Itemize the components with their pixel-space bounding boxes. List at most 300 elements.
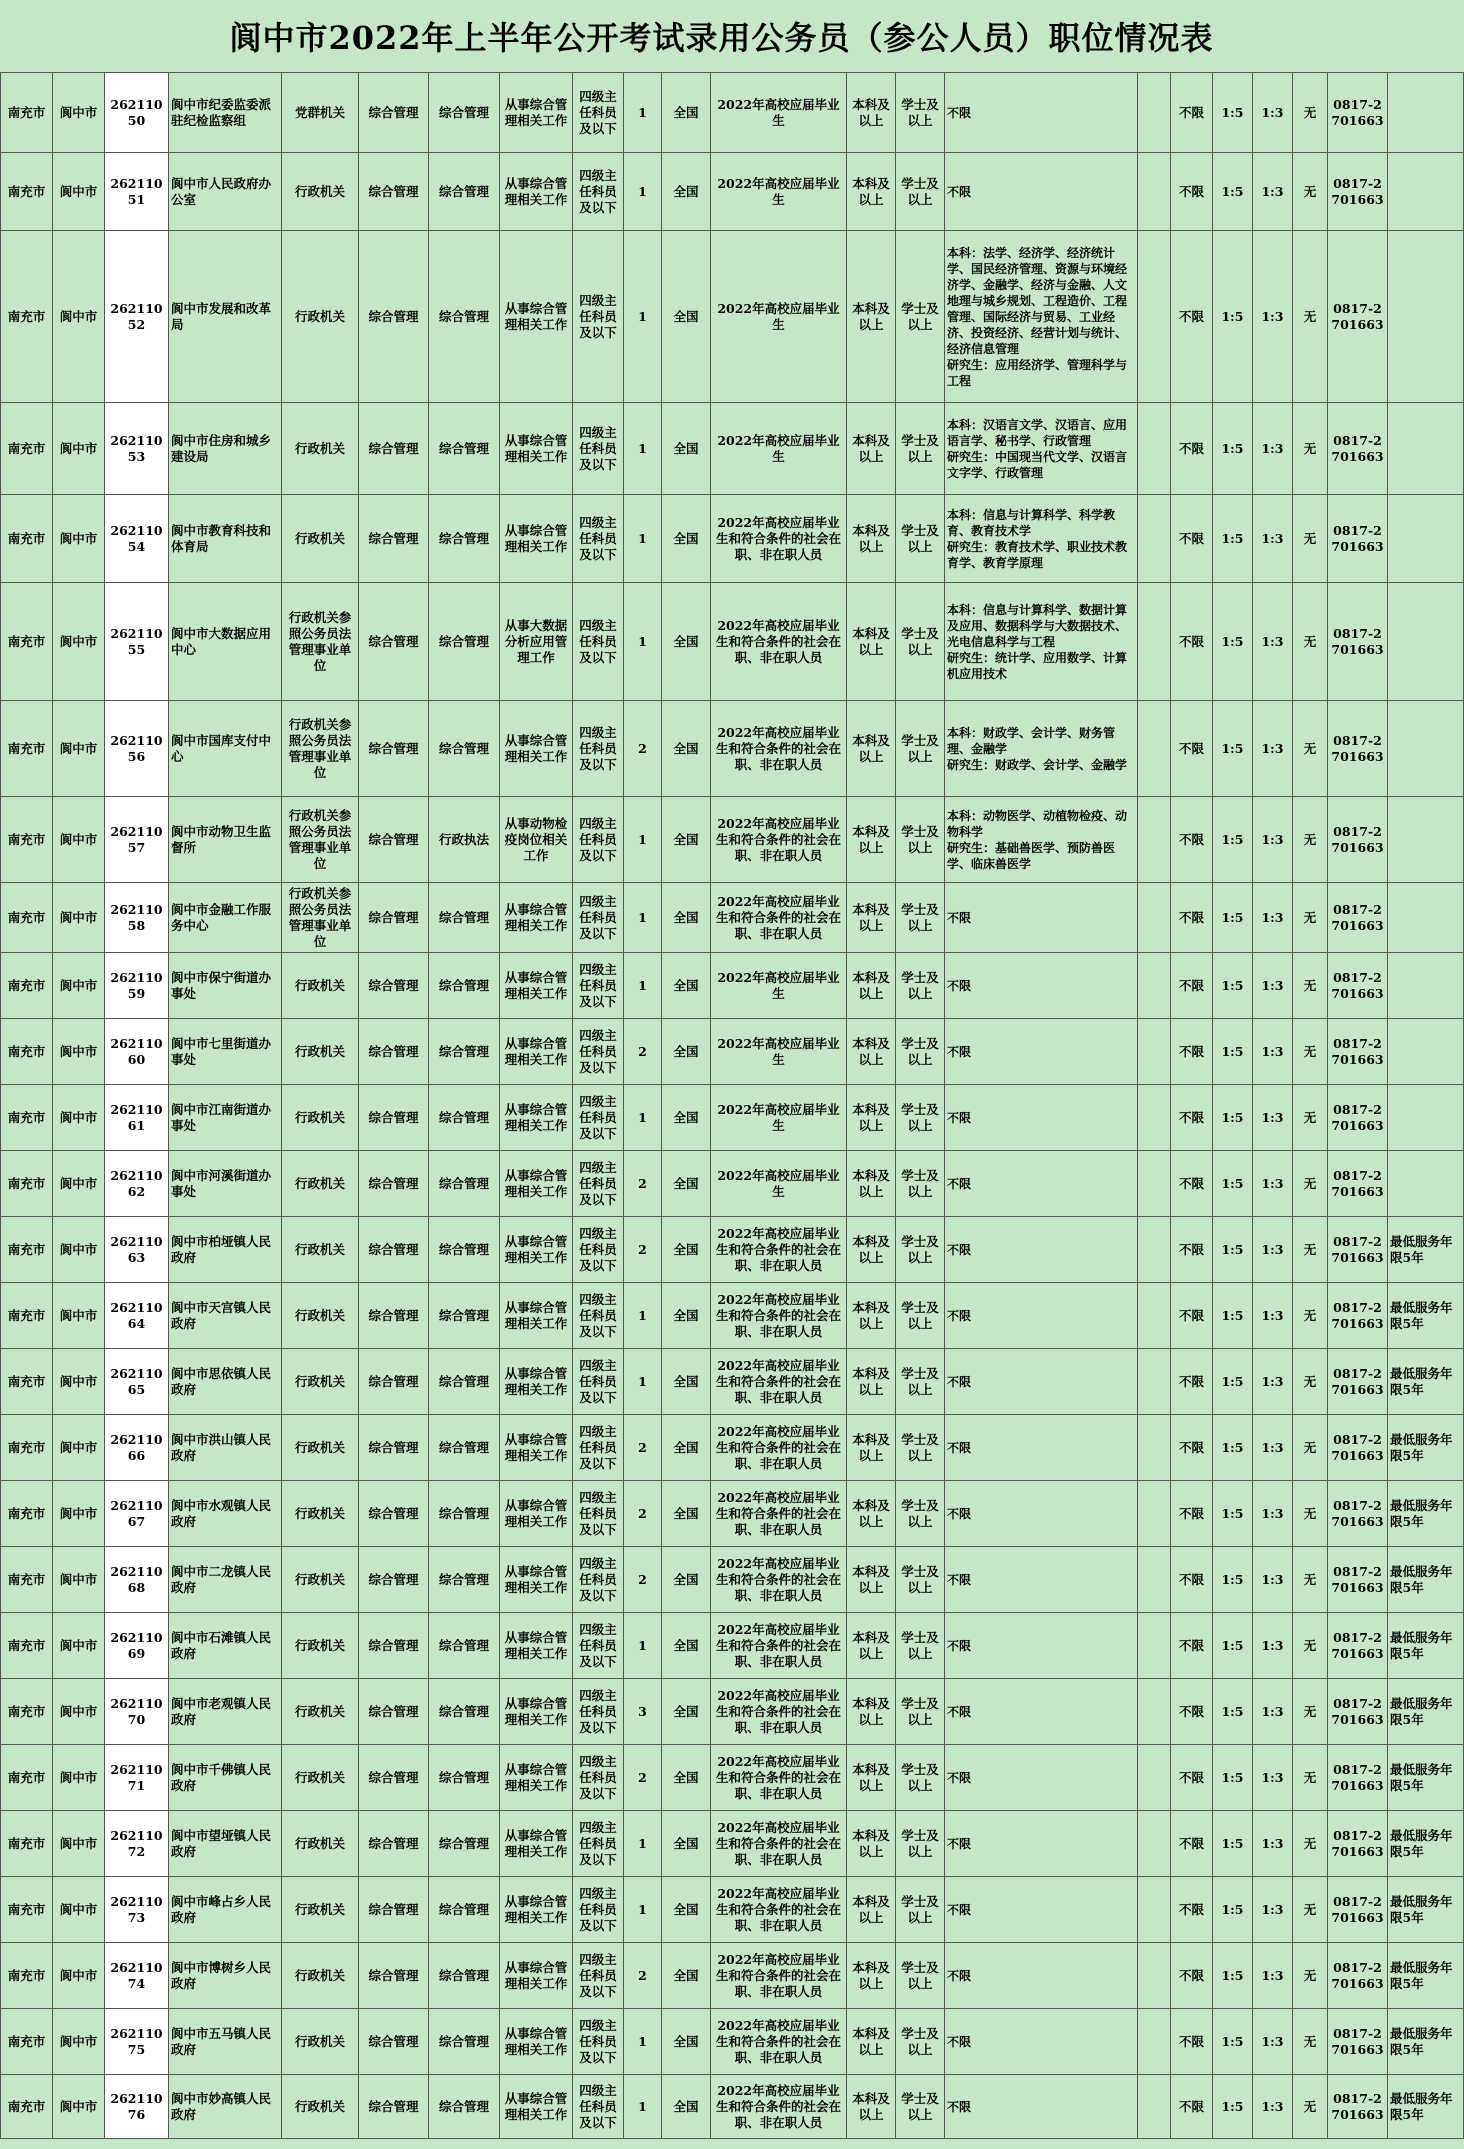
exam-cell: 无 [1293, 1547, 1328, 1613]
unit-name-cell: 阆中市动物卫生监督所 [169, 797, 282, 883]
target-cell: 2022年高校应届毕业生和符合条件的社会在职、非在职人员 [711, 1415, 847, 1481]
level-cell: 四级主任科员及以下 [573, 153, 624, 231]
position-code-cell: 26211050 [105, 73, 169, 153]
county-cell: 阆中市 [53, 1745, 105, 1811]
phone-cell: 0817-2701663 [1328, 1613, 1388, 1679]
level-cell: 四级主任科员及以下 [573, 1217, 624, 1283]
major-cell: 不限 [945, 1085, 1138, 1151]
headcount-cell: 2 [624, 1481, 662, 1547]
phone-cell: 0817-2701663 [1328, 1547, 1388, 1613]
unit-name-cell: 阆中市千佛镇人民政府 [169, 1745, 282, 1811]
county-cell: 阆中市 [53, 1877, 105, 1943]
headcount-cell: 1 [624, 73, 662, 153]
ratio-interview-cell: 1:3 [1253, 583, 1293, 701]
education-cell: 本科及以上 [847, 1217, 896, 1283]
major-cell: 不限 [945, 1481, 1138, 1547]
position-category-cell: 综合管理 [359, 1217, 429, 1283]
position-name-cell: 综合管理 [429, 1085, 500, 1151]
county-cell: 阆中市 [53, 1085, 105, 1151]
target-cell: 2022年高校应届毕业生和符合条件的社会在职、非在职人员 [711, 1481, 847, 1547]
scope-cell: 全国 [662, 1877, 711, 1943]
other-cell [1138, 953, 1171, 1019]
table-row [1, 1745, 1464, 1811]
unit-name-cell: 阆中市七里街道办事处 [169, 1019, 282, 1085]
ratio-interview-cell: 1:3 [1253, 231, 1293, 403]
unit-type-cell: 行政机关 [282, 1943, 359, 2009]
target-cell: 2022年高校应届毕业生和符合条件的社会在职、非在职人员 [711, 1349, 847, 1415]
note-cell [1388, 1151, 1464, 1217]
phone-cell: 0817-2701663 [1328, 73, 1388, 153]
exam-cell: 无 [1293, 73, 1328, 153]
position-table [0, 72, 1464, 2139]
exam-cell: 无 [1293, 883, 1328, 953]
scope-cell: 全国 [662, 495, 711, 583]
other-cell [1138, 1019, 1171, 1085]
position-name-cell: 综合管理 [429, 2009, 500, 2075]
position-name-cell: 综合管理 [429, 1547, 500, 1613]
ratio-written-cell: 1:5 [1213, 1745, 1253, 1811]
education-cell: 本科及以上 [847, 1679, 896, 1745]
scope-cell: 全国 [662, 2009, 711, 2075]
education-cell: 本科及以上 [847, 883, 896, 953]
duty-cell: 从事综合管理相关工作 [500, 1415, 573, 1481]
unit-name-cell: 阆中市石滩镇人民政府 [169, 1613, 282, 1679]
age-cell: 不限 [1171, 1415, 1213, 1481]
exam-cell: 无 [1293, 2075, 1328, 2139]
ratio-written-cell: 1:5 [1213, 1151, 1253, 1217]
city-cell: 南充市 [1, 1877, 53, 1943]
education-cell: 本科及以上 [847, 495, 896, 583]
headcount-cell: 2 [624, 1217, 662, 1283]
education-cell: 本科及以上 [847, 1283, 896, 1349]
major-cell: 不限 [945, 953, 1138, 1019]
ratio-written-cell: 1:5 [1213, 2075, 1253, 2139]
county-cell: 阆中市 [53, 1811, 105, 1877]
ratio-interview-cell: 1:3 [1253, 1877, 1293, 1943]
duty-cell: 从事综合管理相关工作 [500, 2009, 573, 2075]
education-cell: 本科及以上 [847, 1877, 896, 1943]
note-cell: 最低服务年限5年 [1388, 1547, 1464, 1613]
scope-cell: 全国 [662, 1283, 711, 1349]
table-row [1, 1547, 1464, 1613]
exam-cell: 无 [1293, 1349, 1328, 1415]
target-cell: 2022年高校应届毕业生和符合条件的社会在职、非在职人员 [711, 1679, 847, 1745]
duty-cell: 从事综合管理相关工作 [500, 1217, 573, 1283]
position-code-cell: 26211056 [105, 701, 169, 797]
scope-cell: 全国 [662, 403, 711, 495]
unit-name-cell: 阆中市江南街道办事处 [169, 1085, 282, 1151]
phone-cell: 0817-2701663 [1328, 2009, 1388, 2075]
education-cell: 本科及以上 [847, 1415, 896, 1481]
duty-cell: 从事综合管理相关工作 [500, 953, 573, 1019]
ratio-interview-cell: 1:3 [1253, 883, 1293, 953]
unit-type-cell: 行政机关 [282, 1349, 359, 1415]
target-cell: 2022年高校应届毕业生和符合条件的社会在职、非在职人员 [711, 1745, 847, 1811]
unit-name-cell: 阆中市博树乡人民政府 [169, 1943, 282, 2009]
other-cell [1138, 1217, 1171, 1283]
unit-type-cell: 行政机关 [282, 1217, 359, 1283]
ratio-written-cell: 1:5 [1213, 1943, 1253, 2009]
position-category-cell: 综合管理 [359, 1877, 429, 1943]
headcount-cell: 2 [624, 1415, 662, 1481]
scope-cell: 全国 [662, 73, 711, 153]
phone-cell: 0817-2701663 [1328, 1349, 1388, 1415]
degree-cell: 学士及以上 [896, 883, 945, 953]
major-cell: 不限 [945, 1679, 1138, 1745]
age-cell: 不限 [1171, 231, 1213, 403]
unit-type-cell: 行政机关参照公务员法管理事业单位 [282, 583, 359, 701]
ratio-interview-cell: 1:3 [1253, 2009, 1293, 2075]
age-cell: 不限 [1171, 883, 1213, 953]
exam-cell: 无 [1293, 797, 1328, 883]
position-category-cell: 综合管理 [359, 883, 429, 953]
position-category-cell: 综合管理 [359, 1085, 429, 1151]
headcount-cell: 1 [624, 1613, 662, 1679]
major-cell: 本科：法学、经济学、经济统计学、国民经济管理、资源与环境经济学、金融学、经济与金融、人文地理与城乡规划、工程造价、工程管理、国际经济与贸易、工业经济、投资经济、经营计划与统计、经济信息管理 研究生：应用经济学、管理科学与工程 [945, 231, 1138, 403]
position-code-cell: 26211073 [105, 1877, 169, 1943]
table-row [1, 231, 1464, 403]
unit-name-cell: 阆中市国库支付中心 [169, 701, 282, 797]
other-cell [1138, 1679, 1171, 1745]
exam-cell: 无 [1293, 1151, 1328, 1217]
target-cell: 2022年高校应届毕业生和符合条件的社会在职、非在职人员 [711, 2009, 847, 2075]
degree-cell: 学士及以上 [896, 1085, 945, 1151]
degree-cell: 学士及以上 [896, 1613, 945, 1679]
note-cell: 最低服务年限5年 [1388, 1283, 1464, 1349]
note-cell [1388, 495, 1464, 583]
position-code-cell: 26211063 [105, 1217, 169, 1283]
unit-name-cell: 阆中市教育科技和体育局 [169, 495, 282, 583]
exam-cell: 无 [1293, 1679, 1328, 1745]
duty-cell: 从事综合管理相关工作 [500, 495, 573, 583]
note-cell [1388, 73, 1464, 153]
headcount-cell: 1 [624, 2009, 662, 2075]
unit-type-cell: 行政机关 [282, 1745, 359, 1811]
position-category-cell: 综合管理 [359, 1547, 429, 1613]
target-cell: 2022年高校应届毕业生和符合条件的社会在职、非在职人员 [711, 883, 847, 953]
table-row [1, 1877, 1464, 1943]
level-cell: 四级主任科员及以下 [573, 231, 624, 403]
level-cell: 四级主任科员及以下 [573, 701, 624, 797]
duty-cell: 从事综合管理相关工作 [500, 1019, 573, 1085]
duty-cell: 从事综合管理相关工作 [500, 1679, 573, 1745]
position-code-cell: 26211059 [105, 953, 169, 1019]
position-category-cell: 综合管理 [359, 403, 429, 495]
position-code-cell: 26211055 [105, 583, 169, 701]
city-cell: 南充市 [1, 1151, 53, 1217]
city-cell: 南充市 [1, 403, 53, 495]
target-cell: 2022年高校应届毕业生和符合条件的社会在职、非在职人员 [711, 1283, 847, 1349]
age-cell: 不限 [1171, 1811, 1213, 1877]
ratio-interview-cell: 1:3 [1253, 797, 1293, 883]
position-code-cell: 26211052 [105, 231, 169, 403]
level-cell: 四级主任科员及以下 [573, 1745, 624, 1811]
unit-type-cell: 行政机关 [282, 1547, 359, 1613]
position-code-cell: 26211061 [105, 1085, 169, 1151]
unit-name-cell: 阆中市发展和改革局 [169, 231, 282, 403]
education-cell: 本科及以上 [847, 1085, 896, 1151]
ratio-written-cell: 1:5 [1213, 1481, 1253, 1547]
degree-cell: 学士及以上 [896, 495, 945, 583]
major-cell: 本科：信息与计算科学、数据计算及应用、数据科学与大数据技术、光电信息科学与工程 研究生：统计学、应用数学、计算机应用技术 [945, 583, 1138, 701]
exam-cell: 无 [1293, 1217, 1328, 1283]
position-code-cell: 26211069 [105, 1613, 169, 1679]
note-cell [1388, 1019, 1464, 1085]
target-cell: 2022年高校应届毕业生 [711, 153, 847, 231]
table-row [1, 495, 1464, 583]
major-cell: 不限 [945, 1811, 1138, 1877]
other-cell [1138, 883, 1171, 953]
city-cell: 南充市 [1, 495, 53, 583]
education-cell: 本科及以上 [847, 701, 896, 797]
duty-cell: 从事动物检疫岗位相关工作 [500, 797, 573, 883]
headcount-cell: 1 [624, 883, 662, 953]
duty-cell: 从事综合管理相关工作 [500, 1151, 573, 1217]
phone-cell: 0817-2701663 [1328, 583, 1388, 701]
position-name-cell: 综合管理 [429, 1019, 500, 1085]
level-cell: 四级主任科员及以下 [573, 1415, 624, 1481]
county-cell: 阆中市 [53, 1283, 105, 1349]
ratio-interview-cell: 1:3 [1253, 1217, 1293, 1283]
county-cell: 阆中市 [53, 403, 105, 495]
headcount-cell: 2 [624, 1019, 662, 1085]
duty-cell: 从事综合管理相关工作 [500, 1943, 573, 2009]
ratio-interview-cell: 1:3 [1253, 953, 1293, 1019]
exam-cell: 无 [1293, 495, 1328, 583]
table-row [1, 1943, 1464, 2009]
other-cell [1138, 153, 1171, 231]
duty-cell: 从事综合管理相关工作 [500, 1811, 573, 1877]
county-cell: 阆中市 [53, 1349, 105, 1415]
position-category-cell: 综合管理 [359, 1151, 429, 1217]
city-cell: 南充市 [1, 953, 53, 1019]
duty-cell: 从事大数据分析应用管理工作 [500, 583, 573, 701]
city-cell: 南充市 [1, 1349, 53, 1415]
unit-type-cell: 行政机关 [282, 1151, 359, 1217]
ratio-interview-cell: 1:3 [1253, 73, 1293, 153]
ratio-written-cell: 1:5 [1213, 883, 1253, 953]
note-cell [1388, 953, 1464, 1019]
major-cell: 不限 [945, 1877, 1138, 1943]
note-cell [1388, 1085, 1464, 1151]
level-cell: 四级主任科员及以下 [573, 1877, 624, 1943]
major-cell: 本科：信息与计算科学、科学教育、教育技术学 研究生：教育技术学、职业技术教育学、教育学原理 [945, 495, 1138, 583]
headcount-cell: 1 [624, 2075, 662, 2139]
position-category-cell: 综合管理 [359, 1415, 429, 1481]
ratio-interview-cell: 1:3 [1253, 1943, 1293, 2009]
major-cell: 不限 [945, 883, 1138, 953]
phone-cell: 0817-2701663 [1328, 1745, 1388, 1811]
ratio-interview-cell: 1:3 [1253, 2075, 1293, 2139]
unit-type-cell: 行政机关 [282, 1679, 359, 1745]
position-code-cell: 26211062 [105, 1151, 169, 1217]
scope-cell: 全国 [662, 583, 711, 701]
note-cell: 最低服务年限5年 [1388, 2009, 1464, 2075]
county-cell: 阆中市 [53, 2009, 105, 2075]
duty-cell: 从事综合管理相关工作 [500, 701, 573, 797]
headcount-cell: 2 [624, 1151, 662, 1217]
other-cell [1138, 1943, 1171, 2009]
city-cell: 南充市 [1, 1019, 53, 1085]
page-title: 阆中市2022年上半年公开考试录用公务员（参公人员）职位情况表 [0, 0, 1443, 72]
table-row [1, 1019, 1464, 1085]
level-cell: 四级主任科员及以下 [573, 1679, 624, 1745]
degree-cell: 学士及以上 [896, 1679, 945, 1745]
county-cell: 阆中市 [53, 495, 105, 583]
city-cell: 南充市 [1, 797, 53, 883]
ratio-written-cell: 1:5 [1213, 1613, 1253, 1679]
level-cell: 四级主任科员及以下 [573, 1811, 624, 1877]
degree-cell: 学士及以上 [896, 1019, 945, 1085]
target-cell: 2022年高校应届毕业生 [711, 1085, 847, 1151]
ratio-interview-cell: 1:3 [1253, 1019, 1293, 1085]
education-cell: 本科及以上 [847, 1547, 896, 1613]
ratio-written-cell: 1:5 [1213, 1019, 1253, 1085]
other-cell [1138, 495, 1171, 583]
phone-cell: 0817-2701663 [1328, 1679, 1388, 1745]
ratio-interview-cell: 1:3 [1253, 701, 1293, 797]
major-cell: 不限 [945, 1349, 1138, 1415]
unit-type-cell: 行政机关 [282, 2075, 359, 2139]
age-cell: 不限 [1171, 583, 1213, 701]
county-cell: 阆中市 [53, 1613, 105, 1679]
table-row [1, 73, 1464, 153]
scope-cell: 全国 [662, 1349, 711, 1415]
target-cell: 2022年高校应届毕业生 [711, 403, 847, 495]
age-cell: 不限 [1171, 953, 1213, 1019]
city-cell: 南充市 [1, 1613, 53, 1679]
scope-cell: 全国 [662, 1679, 711, 1745]
scope-cell: 全国 [662, 1811, 711, 1877]
county-cell: 阆中市 [53, 231, 105, 403]
exam-cell: 无 [1293, 1811, 1328, 1877]
major-cell: 不限 [945, 1547, 1138, 1613]
position-category-cell: 综合管理 [359, 701, 429, 797]
education-cell: 本科及以上 [847, 1745, 896, 1811]
table-row [1, 1613, 1464, 1679]
other-cell [1138, 1415, 1171, 1481]
target-cell: 2022年高校应届毕业生和符合条件的社会在职、非在职人员 [711, 2075, 847, 2139]
position-code-cell: 26211057 [105, 797, 169, 883]
ratio-written-cell: 1:5 [1213, 1679, 1253, 1745]
position-category-cell: 综合管理 [359, 231, 429, 403]
ratio-written-cell: 1:5 [1213, 153, 1253, 231]
scope-cell: 全国 [662, 1481, 711, 1547]
headcount-cell: 1 [624, 231, 662, 403]
position-category-cell: 综合管理 [359, 797, 429, 883]
headcount-cell: 1 [624, 797, 662, 883]
level-cell: 四级主任科员及以下 [573, 403, 624, 495]
duty-cell: 从事综合管理相关工作 [500, 1613, 573, 1679]
city-cell: 南充市 [1, 231, 53, 403]
position-name-cell: 综合管理 [429, 1415, 500, 1481]
position-name-cell: 行政执法 [429, 797, 500, 883]
other-cell [1138, 1349, 1171, 1415]
level-cell: 四级主任科员及以下 [573, 1019, 624, 1085]
headcount-cell: 1 [624, 1811, 662, 1877]
position-category-cell: 综合管理 [359, 1943, 429, 2009]
age-cell: 不限 [1171, 1151, 1213, 1217]
education-cell: 本科及以上 [847, 231, 896, 403]
exam-cell: 无 [1293, 953, 1328, 1019]
other-cell [1138, 1085, 1171, 1151]
position-code-cell: 26211072 [105, 1811, 169, 1877]
county-cell: 阆中市 [53, 1019, 105, 1085]
position-code-cell: 26211067 [105, 1481, 169, 1547]
position-name-cell: 综合管理 [429, 2075, 500, 2139]
duty-cell: 从事综合管理相关工作 [500, 231, 573, 403]
major-cell: 本科：汉语言文学、汉语言、应用语言学、秘书学、行政管理 研究生：中国现当代文学、汉语言文字学、行政管理 [945, 403, 1138, 495]
degree-cell: 学士及以上 [896, 1943, 945, 2009]
position-name-cell: 综合管理 [429, 153, 500, 231]
phone-cell: 0817-2701663 [1328, 1877, 1388, 1943]
degree-cell: 学士及以上 [896, 1217, 945, 1283]
unit-name-cell: 阆中市二龙镇人民政府 [169, 1547, 282, 1613]
major-cell: 不限 [945, 153, 1138, 231]
note-cell: 最低服务年限5年 [1388, 1349, 1464, 1415]
unit-type-cell: 行政机关 [282, 1019, 359, 1085]
target-cell: 2022年高校应届毕业生 [711, 73, 847, 153]
level-cell: 四级主任科员及以下 [573, 1283, 624, 1349]
county-cell: 阆中市 [53, 953, 105, 1019]
note-cell: 最低服务年限5年 [1388, 1415, 1464, 1481]
ratio-written-cell: 1:5 [1213, 583, 1253, 701]
city-cell: 南充市 [1, 1085, 53, 1151]
ratio-written-cell: 1:5 [1213, 1283, 1253, 1349]
level-cell: 四级主任科员及以下 [573, 953, 624, 1019]
position-category-cell: 综合管理 [359, 1019, 429, 1085]
unit-name-cell: 阆中市人民政府办公室 [169, 153, 282, 231]
unit-type-cell: 行政机关参照公务员法管理事业单位 [282, 797, 359, 883]
position-category-cell: 综合管理 [359, 1745, 429, 1811]
major-cell: 不限 [945, 1943, 1138, 2009]
exam-cell: 无 [1293, 403, 1328, 495]
city-cell: 南充市 [1, 2009, 53, 2075]
position-name-cell: 综合管理 [429, 1151, 500, 1217]
position-code-cell: 26211070 [105, 1679, 169, 1745]
level-cell: 四级主任科员及以下 [573, 1085, 624, 1151]
headcount-cell: 1 [624, 1877, 662, 1943]
scope-cell: 全国 [662, 797, 711, 883]
phone-cell: 0817-2701663 [1328, 701, 1388, 797]
degree-cell: 学士及以上 [896, 2009, 945, 2075]
major-cell: 不限 [945, 1151, 1138, 1217]
position-name-cell: 综合管理 [429, 495, 500, 583]
position-name-cell: 综合管理 [429, 953, 500, 1019]
position-code-cell: 26211060 [105, 1019, 169, 1085]
unit-type-cell: 行政机关 [282, 1283, 359, 1349]
city-cell: 南充市 [1, 1547, 53, 1613]
other-cell [1138, 1877, 1171, 1943]
table-row [1, 2075, 1464, 2139]
city-cell: 南充市 [1, 1283, 53, 1349]
ratio-interview-cell: 1:3 [1253, 1349, 1293, 1415]
city-cell: 南充市 [1, 701, 53, 797]
city-cell: 南充市 [1, 73, 53, 153]
note-cell [1388, 797, 1464, 883]
city-cell: 南充市 [1, 1481, 53, 1547]
age-cell: 不限 [1171, 797, 1213, 883]
degree-cell: 学士及以上 [896, 1811, 945, 1877]
target-cell: 2022年高校应届毕业生 [711, 231, 847, 403]
position-category-cell: 综合管理 [359, 583, 429, 701]
position-category-cell: 综合管理 [359, 1283, 429, 1349]
position-name-cell: 综合管理 [429, 1877, 500, 1943]
city-cell: 南充市 [1, 2075, 53, 2139]
city-cell: 南充市 [1, 1745, 53, 1811]
major-cell: 不限 [945, 1415, 1138, 1481]
unit-type-cell: 行政机关参照公务员法管理事业单位 [282, 883, 359, 953]
